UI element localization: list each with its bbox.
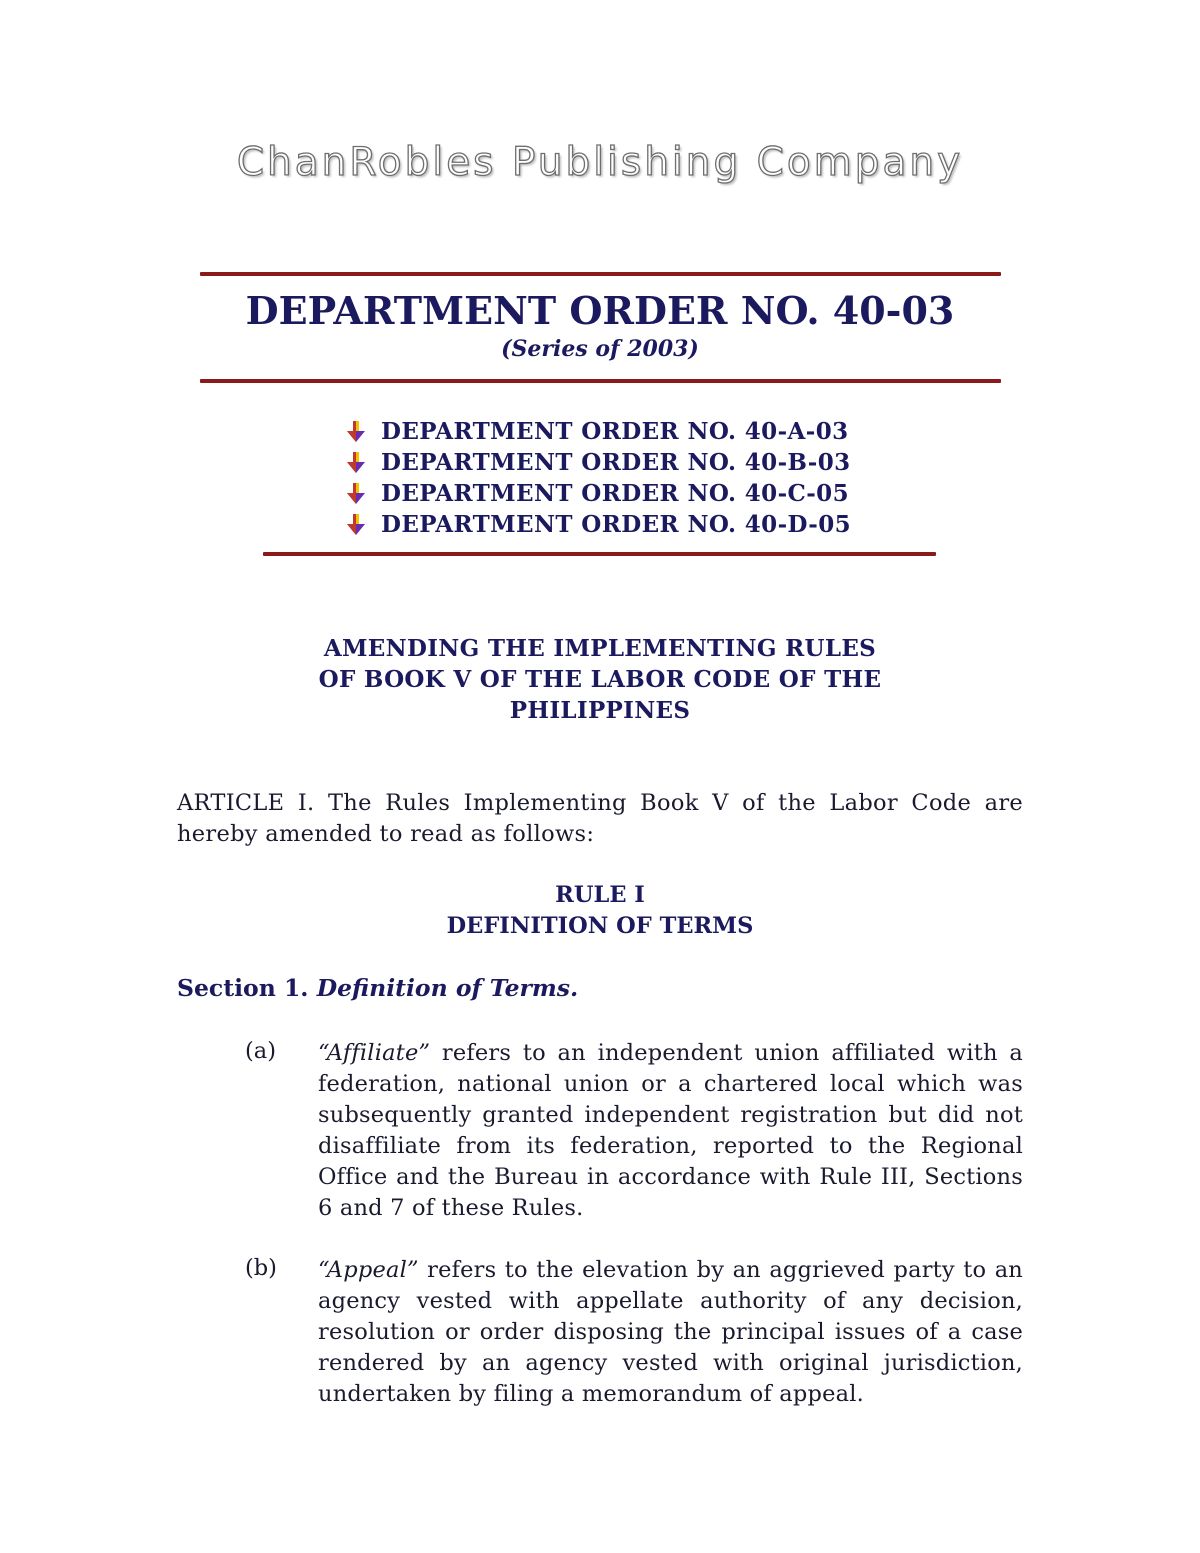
divider-top (200, 272, 1001, 276)
section-label: Section 1. (177, 974, 309, 1002)
definition-label: (a) (245, 1038, 276, 1064)
subject-line: PHILIPPINES (509, 697, 691, 724)
down-arrow-icon (345, 513, 367, 537)
definition-term: “Appeal” (318, 1257, 419, 1283)
related-orders-list (345, 416, 851, 540)
related-order-label: DEPARTMENT ORDER NO. 40-C-05 (381, 480, 849, 507)
related-order-label: DEPARTMENT ORDER NO. 40-B-03 (381, 449, 851, 476)
down-arrow-icon (345, 420, 367, 444)
rule-title: DEFINITION OF TERMS (446, 913, 754, 939)
definition-text: refers to the elevation by an aggrieved party to an agency vested with appellate authority of any decision, resolution or order disposing the principal issues of a case rendered by an agency vested with original jurisdiction, undertaken by filing a memorandum of appeal. (318, 1257, 1023, 1407)
down-arrow-icon (345, 482, 367, 506)
related-order-label: DEPARTMENT ORDER NO. 40-A-03 (381, 418, 849, 445)
down-arrow-icon (345, 451, 367, 475)
document-title: DEPARTMENT ORDER NO. 40-03 (245, 288, 955, 333)
related-order-item[interactable] (345, 509, 851, 540)
subject-line: AMENDING THE IMPLEMENTING RULES (323, 635, 877, 662)
subject-heading (0, 633, 1200, 726)
divider-middle (200, 379, 1001, 383)
related-order-item[interactable] (345, 447, 851, 478)
related-order-item[interactable] (345, 416, 851, 447)
related-order-label: DEPARTMENT ORDER NO. 40-D-05 (381, 511, 852, 538)
related-order-item[interactable] (345, 478, 851, 509)
definition-item (318, 1255, 1023, 1410)
rule-number: RULE I (555, 882, 645, 908)
definition-text: refers to an independent union affiliated with a federation, national union or a chartered local which was subsequently granted independent registration but did not disaffiliate from its federation, reported to the Regional Office and the Bureau in accordance with Rule III, Sections 6 and 7 of these Rules. (318, 1040, 1023, 1221)
divider-bottom (263, 552, 936, 556)
rule-heading (0, 880, 1200, 942)
definition-term: “Affiliate” (318, 1040, 431, 1066)
article-i-paragraph: ARTICLE I. The Rules Implementing Book V of the Labor Code are hereby amended to read as follows: (177, 790, 1023, 847)
subject-line: OF BOOK V OF THE LABOR CODE OF THE (318, 666, 882, 693)
document-series: (Series of 2003) (501, 336, 699, 362)
section-title: Definition of Terms. (316, 974, 579, 1002)
definition-item (318, 1038, 1023, 1224)
definition-label: (b) (245, 1255, 277, 1281)
publisher-logo: ChanRobles Publishing Company (236, 140, 964, 185)
section-heading (177, 974, 578, 1002)
